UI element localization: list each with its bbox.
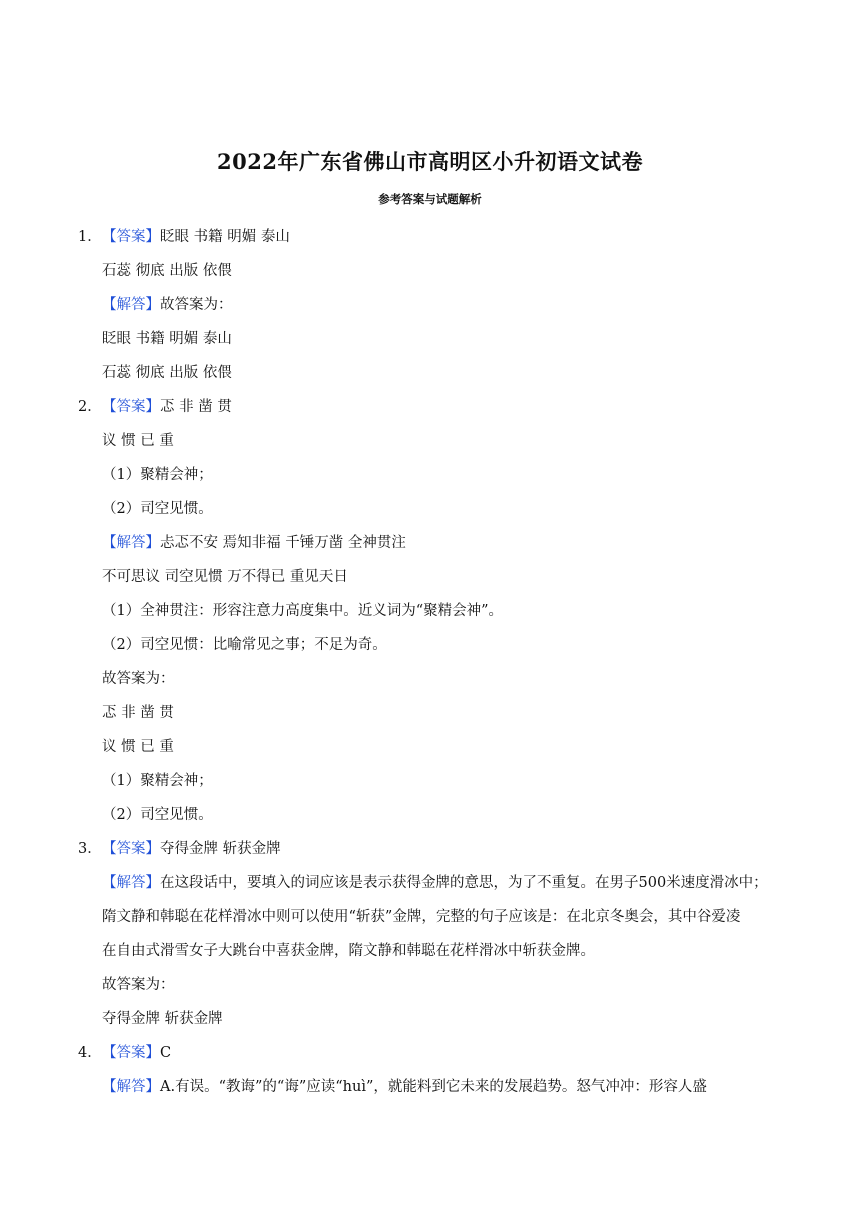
explain-tag: 【解答】 <box>102 535 160 551</box>
q3-explain-line-2: 隋文静和韩聪在花样滑冰中则可以使用“斩获”金牌，完整的句子应该是：在北京冬奥会，其中谷爱凌 <box>102 909 741 925</box>
page-subtitle: 参考答案与试题解析 <box>378 192 482 206</box>
q4-explain-line <box>78 1070 790 1104</box>
q2-explain-line-9: （2）司空见惯。 <box>102 807 213 823</box>
q1-answer: 眨眼 书籍 明媚 泰山 <box>160 229 290 245</box>
page-title: 2022年广东省佛山市高明区小升初语文试卷 <box>217 149 643 174</box>
answer-tag: 【答案】 <box>102 841 160 857</box>
q2-explain-line-2: 不可思议 司空见惯 万不得已 重见天日 <box>102 569 348 585</box>
explain-tag: 【解答】 <box>102 875 160 891</box>
q3-explain: 在这段话中，要填入的词应该是表示获得金牌的意思，为了不重复。在男子500米速度滑冰中； <box>160 875 768 891</box>
q2-answer-line <box>78 390 790 424</box>
q3-answer-line <box>78 832 790 866</box>
q2-explain-line <box>78 526 790 560</box>
q2-number: 2． <box>78 399 102 415</box>
q2-explain-line-6: 忑 非 凿 贯 <box>102 705 174 721</box>
q2-answer-line-2: 议 惯 已 重 <box>102 433 174 449</box>
q4-answer: C <box>160 1045 172 1061</box>
explain-tag: 【解答】 <box>102 297 160 313</box>
answer-tag: 【答案】 <box>102 1045 160 1061</box>
q1-number: 1． <box>78 229 102 245</box>
q3-explain-line <box>78 866 790 900</box>
q1-explain: 故答案为： <box>160 297 233 313</box>
q2-answer-line-4: （2）司空见惯。 <box>102 501 213 517</box>
q4-explain: A.有误。“教诲”的“诲”应读“huì”，就能料到它未来的发展趋势。怒气冲冲：形容人盛 <box>160 1079 707 1095</box>
q4-answer-line <box>78 1036 790 1070</box>
q2-explain-line-3: （1）全神贯注：形容注意力高度集中。近义词为“聚精会神”。 <box>102 603 504 619</box>
q2-explain-line-8: （1）聚精会神； <box>102 773 213 789</box>
q2-explain-line-5: 故答案为： <box>102 671 175 687</box>
q4-number: 4． <box>78 1045 102 1061</box>
answer-content <box>78 220 790 1104</box>
q1-answer-line-2: 石蕊 彻底 出版 依偎 <box>102 263 232 279</box>
q2-explain-line-4: （2）司空见惯：比喻常见之事；不足为奇。 <box>102 637 387 653</box>
q2-explain: 忐忑不安 焉知非福 千锤万凿 全神贯注 <box>160 535 406 551</box>
q1-explain-line-3: 石蕊 彻底 出版 依偎 <box>102 365 232 381</box>
q3-answer: 夺得金牌 斩获金牌 <box>160 841 281 857</box>
q3-explain-line-3: 在自由式滑雪女子大跳台中喜获金牌，隋文静和韩聪在花样滑冰中斩获金牌。 <box>102 943 595 959</box>
q1-answer-line <box>78 220 790 254</box>
answer-tag: 【答案】 <box>102 229 160 245</box>
q3-number: 3． <box>78 841 102 857</box>
q1-explain-line-2: 眨眼 书籍 明媚 泰山 <box>102 331 232 347</box>
explain-tag: 【解答】 <box>102 1079 160 1095</box>
answer-tag: 【答案】 <box>102 399 160 415</box>
q3-explain-line-4: 故答案为： <box>102 977 175 993</box>
q2-answer: 忑 非 凿 贯 <box>160 399 232 415</box>
q2-answer-line-3: （1）聚精会神； <box>102 467 213 483</box>
q3-explain-line-5: 夺得金牌 斩获金牌 <box>102 1011 223 1027</box>
q2-explain-line-7: 议 惯 已 重 <box>102 739 174 755</box>
q1-explain-line <box>78 288 790 322</box>
